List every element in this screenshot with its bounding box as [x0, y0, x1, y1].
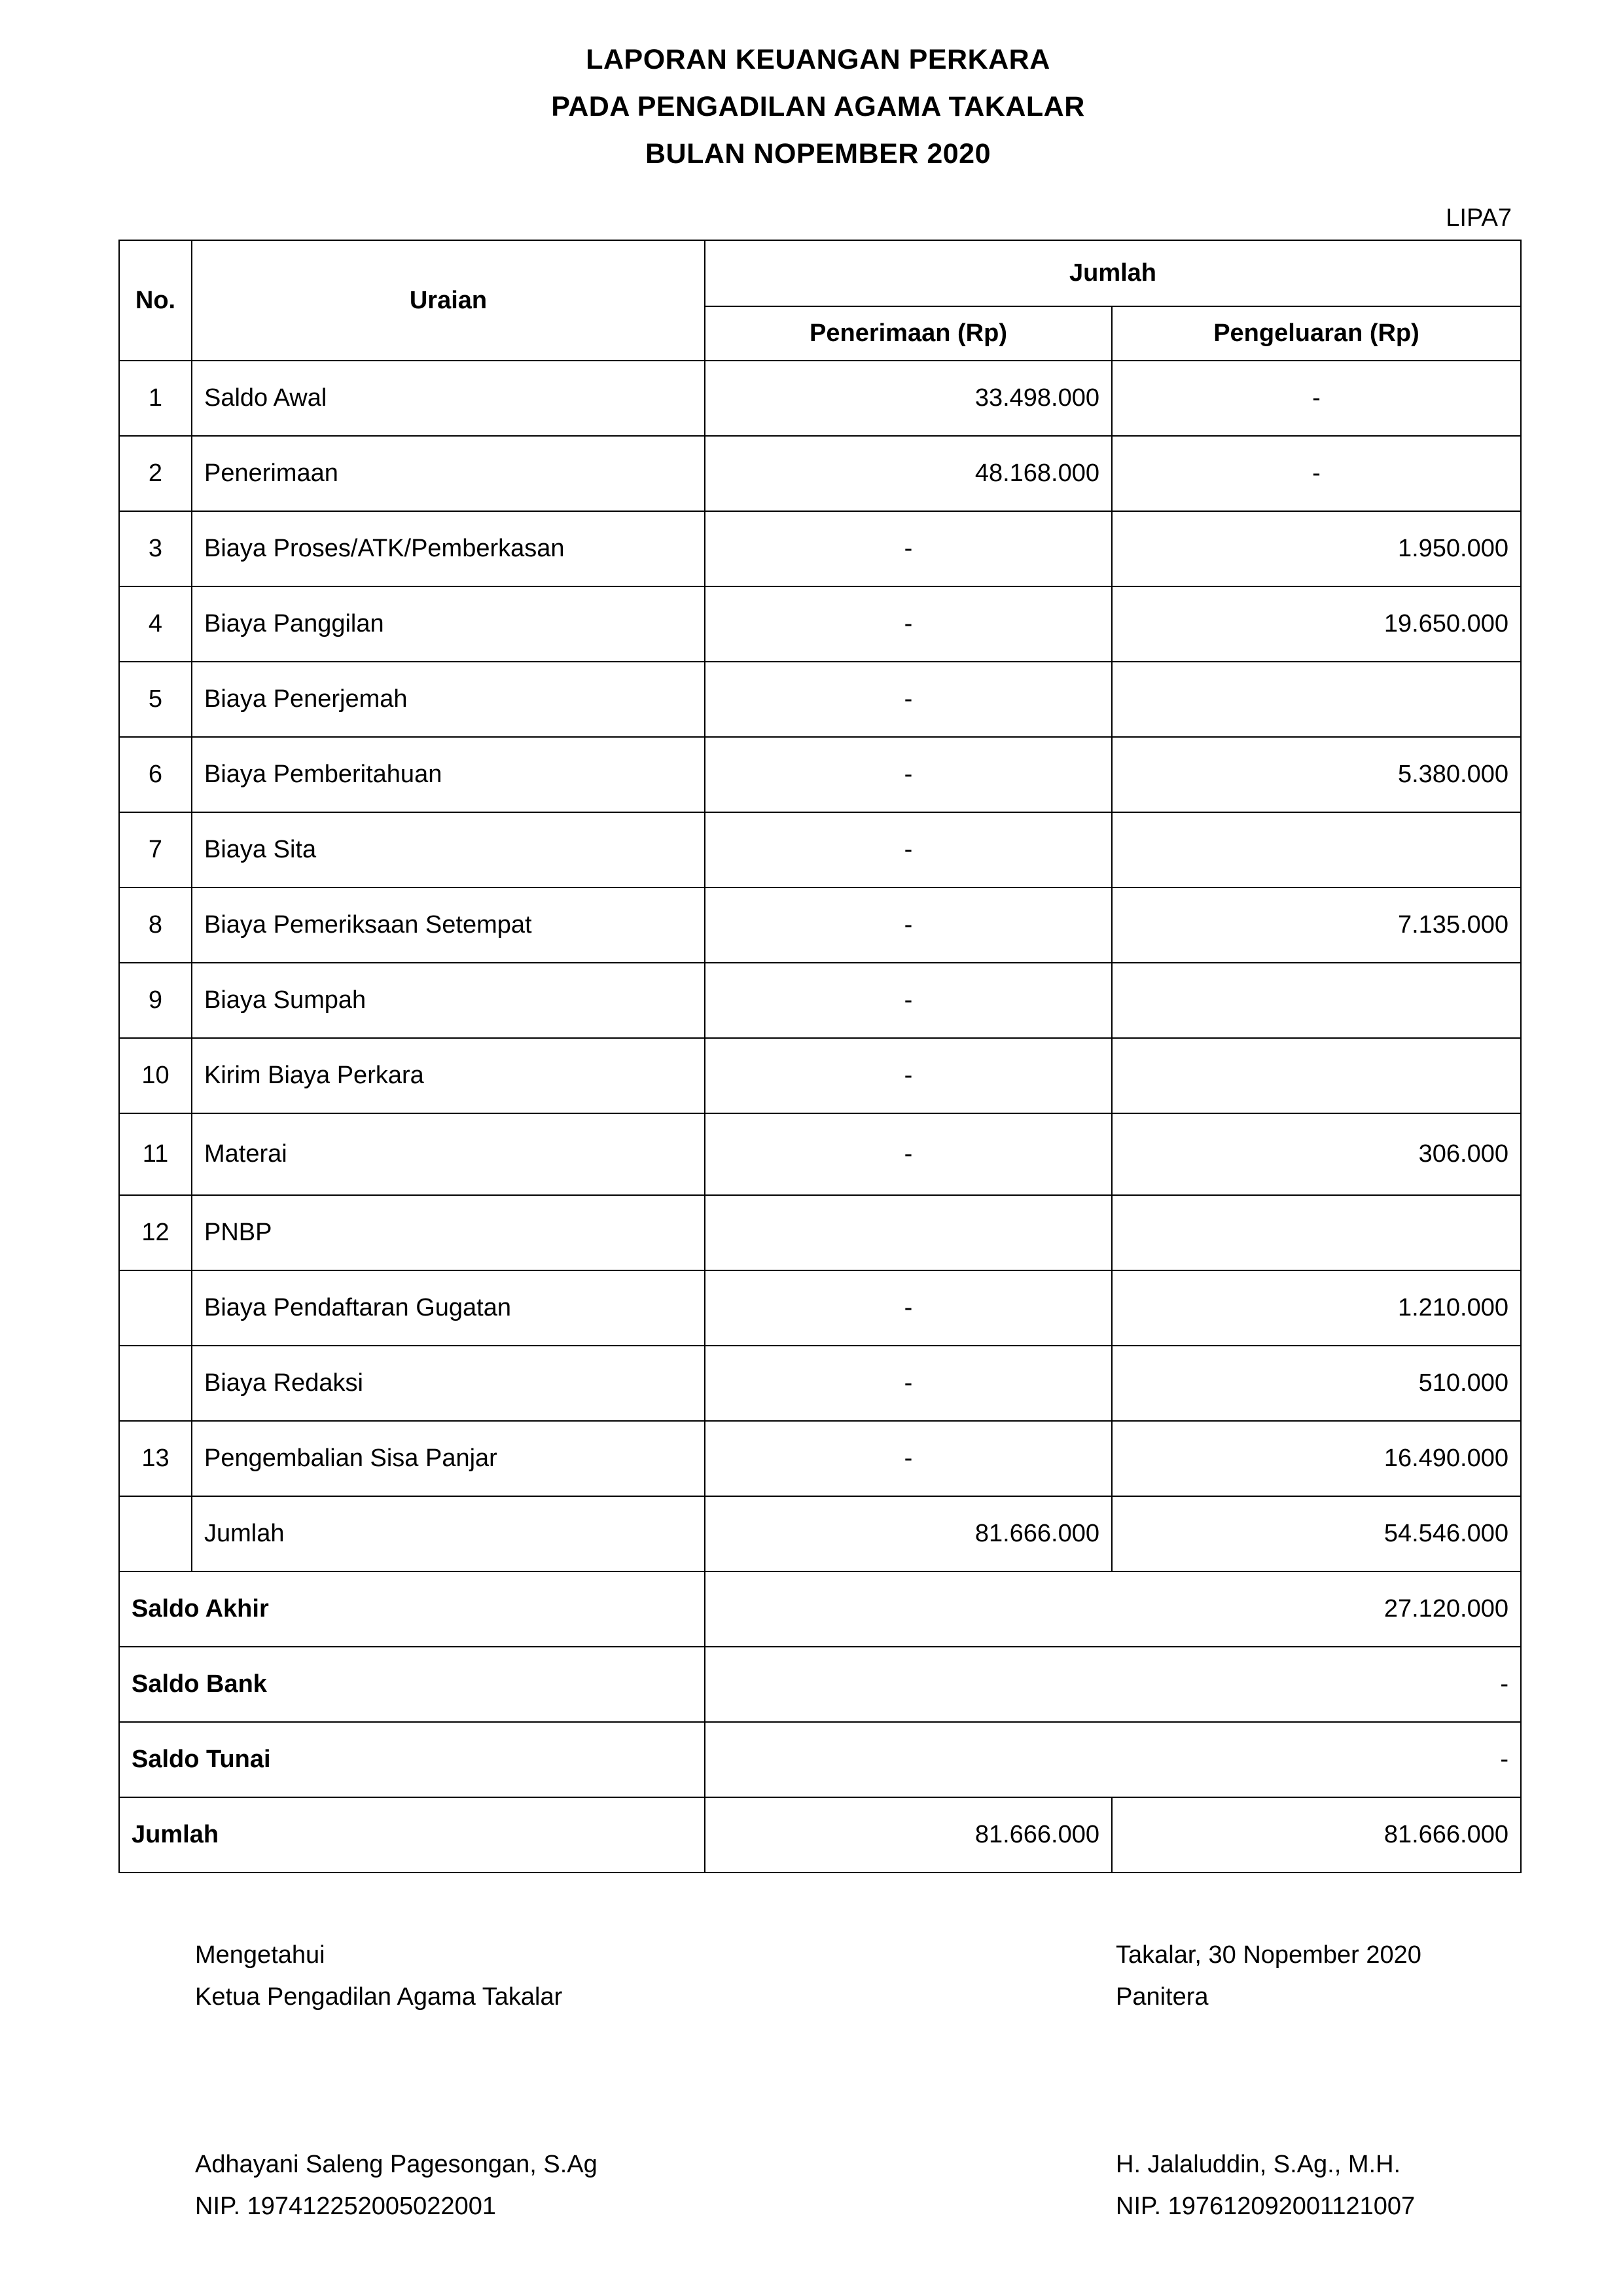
- signature-right-line-2: Panitera: [1116, 1983, 1209, 2011]
- row-no: 2: [119, 436, 192, 511]
- row-desc: Biaya Sita: [192, 812, 705, 888]
- row-out: 1.950.000: [1112, 511, 1521, 586]
- row-in: -: [705, 888, 1112, 963]
- row-in: -: [705, 1346, 1112, 1421]
- saldo-bank-value: -: [705, 1647, 1521, 1722]
- header-jumlah: Jumlah: [705, 240, 1521, 306]
- row-out: -: [1112, 361, 1521, 436]
- row-desc: Biaya Proses/ATK/Pemberkasan: [192, 511, 705, 586]
- form-code: LIPA7: [1446, 204, 1512, 232]
- row-out: 510.000: [1112, 1346, 1521, 1421]
- table-row: [119, 1195, 1521, 1270]
- saldo-akhir-row: [119, 1571, 1521, 1647]
- row-no: 12: [119, 1195, 192, 1270]
- row-no: 11: [119, 1113, 192, 1195]
- table-row: [119, 662, 1521, 737]
- grand-total-row: [119, 1797, 1521, 1873]
- report-title-line-3: BULAN NOPEMBER 2020: [645, 138, 991, 170]
- header-uraian: Uraian: [192, 240, 705, 361]
- row-no: [119, 1346, 192, 1421]
- row-no: 10: [119, 1038, 192, 1113]
- signature-left-identity: [195, 2144, 597, 2227]
- row-out: 54.546.000: [1112, 1496, 1521, 1571]
- signature-left-nip: NIP. 197412252005022001: [195, 2193, 496, 2220]
- row-desc: Pengembalian Sisa Panjar: [192, 1421, 705, 1496]
- saldo-akhir-value: 27.120.000: [705, 1571, 1521, 1647]
- row-desc: Biaya Pemberitahuan: [192, 737, 705, 812]
- row-in: [705, 1195, 1112, 1270]
- table-row: [119, 511, 1521, 586]
- row-no: 3: [119, 511, 192, 586]
- table-row: [119, 436, 1521, 511]
- row-in: -: [705, 1270, 1112, 1346]
- row-desc: Biaya Penerjemah: [192, 662, 705, 737]
- row-desc: Biaya Sumpah: [192, 963, 705, 1038]
- row-in: -: [705, 511, 1112, 586]
- row-desc: Biaya Panggilan: [192, 586, 705, 662]
- row-out: [1112, 662, 1521, 737]
- signature-right-identity: [1116, 2144, 1415, 2227]
- table-row: [119, 1113, 1521, 1195]
- table-row: [119, 1038, 1521, 1113]
- grand-total-in: 81.666.000: [705, 1797, 1112, 1873]
- report-title-block: [0, 36, 1623, 177]
- header-penerimaan: Penerimaan (Rp): [705, 306, 1112, 361]
- row-no: 9: [119, 963, 192, 1038]
- row-no: [119, 1270, 192, 1346]
- row-out: [1112, 963, 1521, 1038]
- signature-left-line-2: Ketua Pengadilan Agama Takalar: [195, 1983, 563, 2011]
- row-in: -: [705, 1113, 1112, 1195]
- grand-total-out: 81.666.000: [1112, 1797, 1521, 1873]
- row-out: [1112, 812, 1521, 888]
- table-row: [119, 812, 1521, 888]
- row-desc: Jumlah: [192, 1496, 705, 1571]
- row-out: 1.210.000: [1112, 1270, 1521, 1346]
- report-title-line-1: LAPORAN KEUANGAN PERKARA: [586, 44, 1050, 75]
- row-no: 4: [119, 586, 192, 662]
- row-in: 33.498.000: [705, 361, 1112, 436]
- row-no: 1: [119, 361, 192, 436]
- table-row-subtotal: [119, 1496, 1521, 1571]
- row-in: -: [705, 1421, 1112, 1496]
- row-in: -: [705, 662, 1112, 737]
- financial-report-table: [118, 240, 1522, 1873]
- row-no: 5: [119, 662, 192, 737]
- row-out: 16.490.000: [1112, 1421, 1521, 1496]
- signature-left-line-1: Mengetahui: [195, 1941, 325, 1969]
- saldo-tunai-label: Saldo Tunai: [119, 1722, 705, 1797]
- table-row: [119, 888, 1521, 963]
- signature-right-name: H. Jalaluddin, S.Ag., M.H.: [1116, 2151, 1401, 2178]
- row-desc: Penerimaan: [192, 436, 705, 511]
- saldo-tunai-value: -: [705, 1722, 1521, 1797]
- signature-left-name: Adhayani Saleng Pagesongan, S.Ag: [195, 2151, 597, 2178]
- saldo-bank-label: Saldo Bank: [119, 1647, 705, 1722]
- row-in: 81.666.000: [705, 1496, 1112, 1571]
- row-in: -: [705, 963, 1112, 1038]
- signature-right-line-1: Takalar, 30 Nopember 2020: [1116, 1941, 1421, 1969]
- table-row: [119, 361, 1521, 436]
- row-desc: Saldo Awal: [192, 361, 705, 436]
- signature-right-nip: NIP. 197612092001121007: [1116, 2193, 1416, 2220]
- header-pengeluaran: Pengeluaran (Rp): [1112, 306, 1521, 361]
- table-row: [119, 1346, 1521, 1421]
- table-row: [119, 586, 1521, 662]
- row-in: -: [705, 737, 1112, 812]
- table-row: [119, 737, 1521, 812]
- row-no: 8: [119, 888, 192, 963]
- row-desc: Materai: [192, 1113, 705, 1195]
- table-header-row: [119, 240, 1521, 306]
- table-row: [119, 1421, 1521, 1496]
- saldo-bank-row: [119, 1647, 1521, 1722]
- table-row: [119, 1270, 1521, 1346]
- row-in: -: [705, 586, 1112, 662]
- row-out: -: [1112, 436, 1521, 511]
- row-desc: Kirim Biaya Perkara: [192, 1038, 705, 1113]
- row-no: 7: [119, 812, 192, 888]
- table-row: [119, 963, 1521, 1038]
- row-desc: Biaya Pemeriksaan Setempat: [192, 888, 705, 963]
- signature-right-heading: [1116, 1934, 1421, 2018]
- row-out: 19.650.000: [1112, 586, 1521, 662]
- row-in: -: [705, 812, 1112, 888]
- row-in: 48.168.000: [705, 436, 1112, 511]
- row-out: 5.380.000: [1112, 737, 1521, 812]
- report-title-line-2: PADA PENGADILAN AGAMA TAKALAR: [551, 91, 1085, 122]
- row-no: 6: [119, 737, 192, 812]
- row-out: 7.135.000: [1112, 888, 1521, 963]
- row-in: -: [705, 1038, 1112, 1113]
- row-desc: Biaya Redaksi: [192, 1346, 705, 1421]
- row-out: [1112, 1195, 1521, 1270]
- row-out: 306.000: [1112, 1113, 1521, 1195]
- grand-total-label: Jumlah: [119, 1797, 705, 1873]
- signature-left-heading: [195, 1934, 562, 2018]
- row-no: 13: [119, 1421, 192, 1496]
- row-desc: Biaya Pendaftaran Gugatan: [192, 1270, 705, 1346]
- row-out: [1112, 1038, 1521, 1113]
- saldo-tunai-row: [119, 1722, 1521, 1797]
- saldo-akhir-label: Saldo Akhir: [119, 1571, 705, 1647]
- row-no: [119, 1496, 192, 1571]
- row-desc: PNBP: [192, 1195, 705, 1270]
- header-no: No.: [119, 240, 192, 361]
